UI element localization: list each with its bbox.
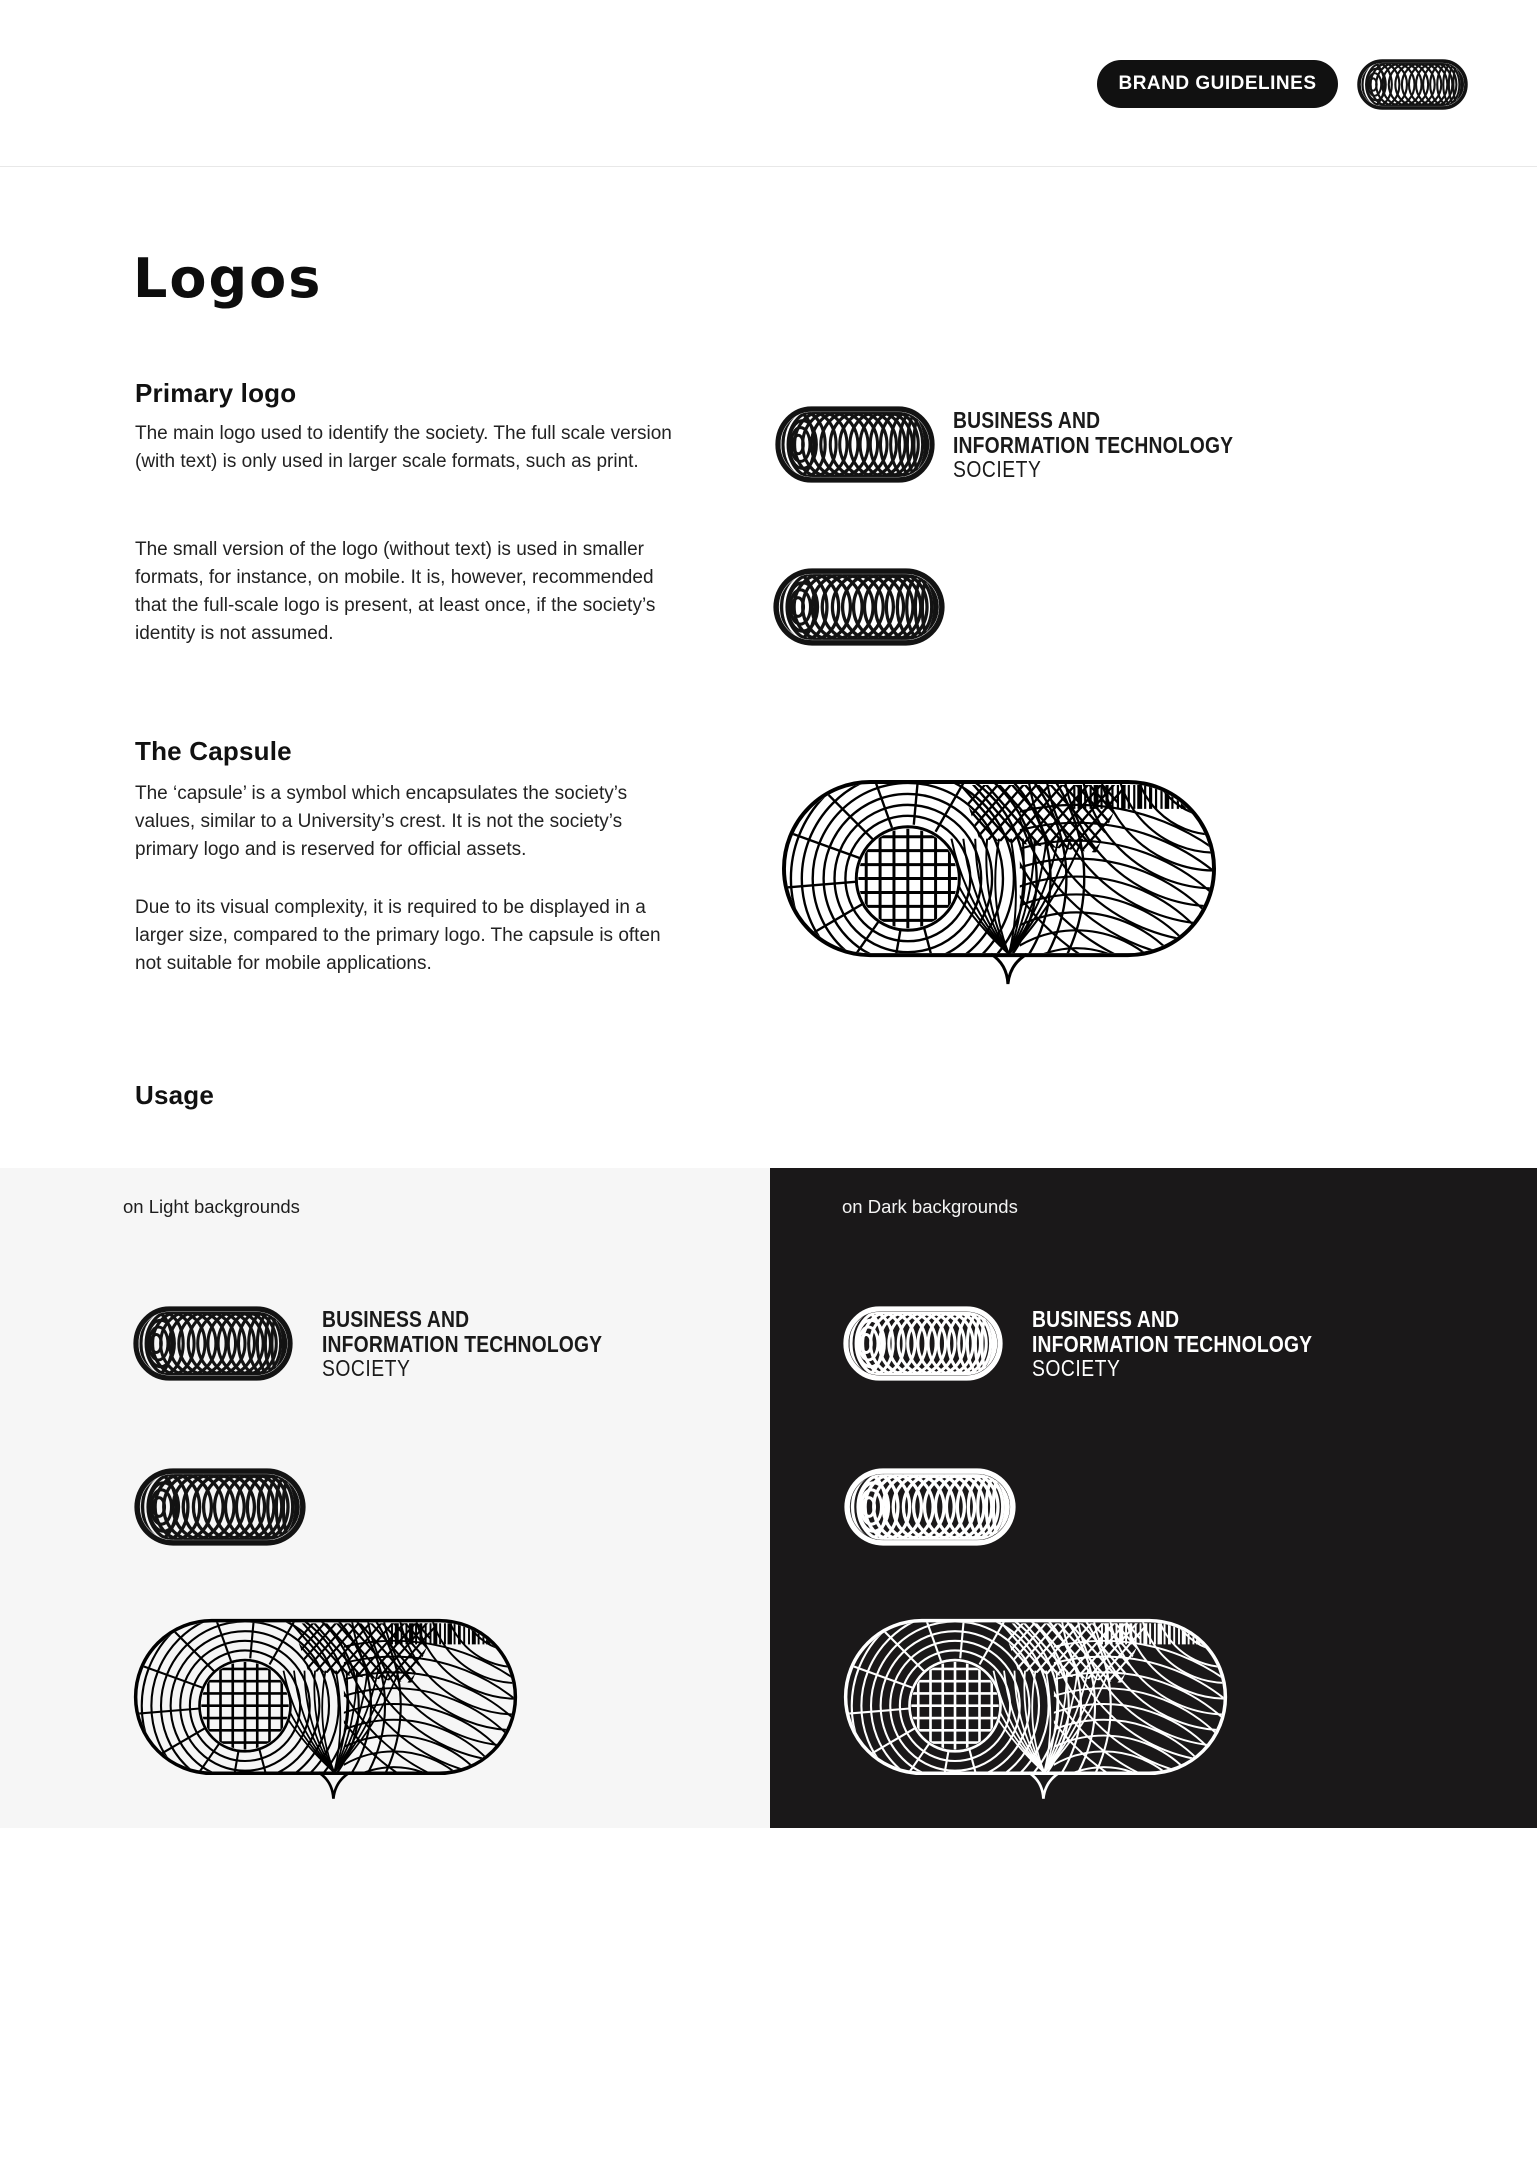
light-backgrounds-label: on Light backgrounds: [123, 1196, 300, 1217]
capsule-crest-emblem: [843, 1618, 1228, 1804]
primary-logo-paragraph-2: The small version of the logo (without text) is used in smaller formats, for instance, on mobile. It is, however, recommended that the full-scale logo is present, at least once, if the society’s identity is not assumed.: [135, 539, 656, 644]
logo-wordmark: [953, 408, 1233, 482]
logo-wordmark: [322, 1307, 602, 1381]
logo-wordmark: [1032, 1307, 1312, 1381]
coil-capsule-logo-icon: [1357, 59, 1468, 110]
wordmark-line-2: INFORMATION TECHNOLOGY: [1032, 1330, 1313, 1357]
page-title: Logos: [133, 247, 323, 310]
wordmark-line-2: INFORMATION TECHNOLOGY: [322, 1330, 603, 1357]
wordmark-line-1: BUSINESS AND: [322, 1306, 470, 1332]
primary-logo-heading: Primary logo: [135, 378, 297, 408]
wordmark-line-2: INFORMATION TECHNOLOGY: [953, 431, 1234, 458]
wordmark-line-1: BUSINESS AND: [1032, 1306, 1180, 1332]
coil-capsule-logo-small-icon: [773, 568, 945, 646]
coil-capsule-logo-small-icon: [134, 1468, 306, 1546]
usage-heading: Usage: [135, 1080, 215, 1110]
coil-capsule-logo-icon: [775, 406, 935, 483]
coil-capsule-logo-icon: [133, 1306, 293, 1381]
wordmark-line-3: SOCIETY: [1032, 1355, 1121, 1381]
wordmark-line-3: SOCIETY: [953, 456, 1042, 482]
capsule-paragraph-2: Due to its visual complexity, it is required to be displayed in a larger size, compared to the primary logo. The capsule is often not suitable for mobile applications.: [135, 897, 661, 974]
coil-capsule-logo-small-icon: [844, 1468, 1016, 1546]
brand-guidelines-badge[interactable]: [1097, 60, 1338, 108]
primary-logo-paragraph-1: The main logo used to identify the society. The full scale version (with text) is only used in larger scale formats, such as print.: [135, 423, 672, 472]
dark-backgrounds-label: on Dark backgrounds: [842, 1196, 1018, 1217]
coil-capsule-logo-icon: [843, 1306, 1003, 1381]
header-divider: [0, 166, 1537, 167]
capsule-crest-emblem: [781, 779, 1217, 990]
brand-guidelines-badge-label: BRAND GUIDELINES: [1118, 73, 1317, 94]
capsule-paragraph-1: The ‘capsule’ is a symbol which encapsulates the society’s values, similar to a University’s crest. It is not the society’s primary logo and is reserved for official assets.: [135, 783, 628, 860]
capsule-heading: The Capsule: [135, 736, 292, 766]
wordmark-line-3: SOCIETY: [322, 1355, 411, 1381]
capsule-crest-emblem: [133, 1618, 518, 1804]
wordmark-line-1: BUSINESS AND: [953, 407, 1101, 433]
